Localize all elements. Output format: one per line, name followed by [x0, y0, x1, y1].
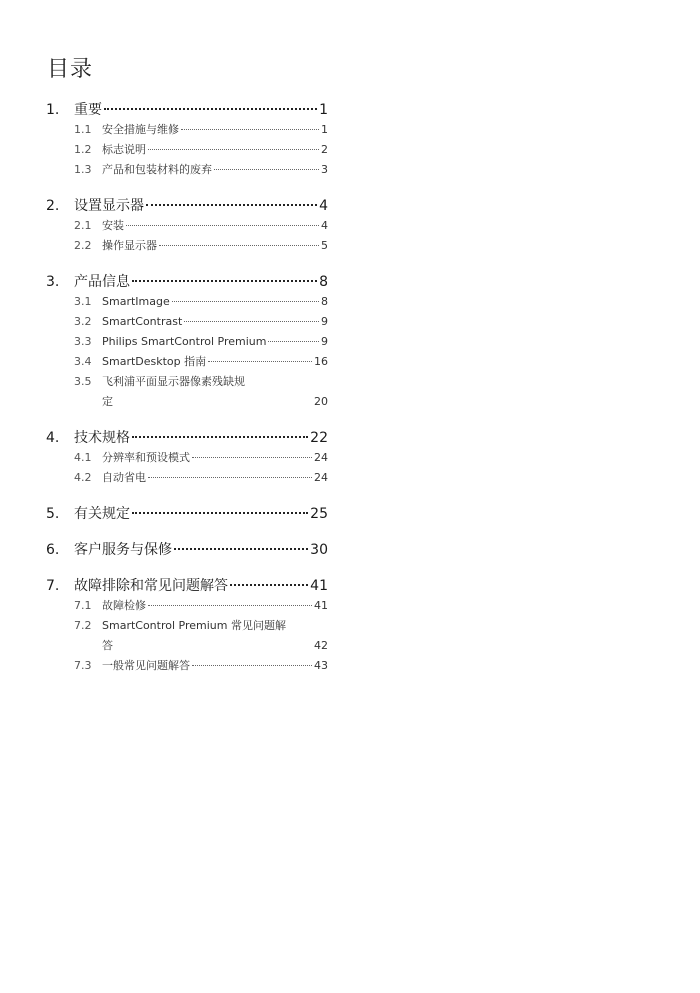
table-of-contents: [46, 100, 328, 692]
leader-dots: [132, 512, 308, 514]
entry-number: 2.: [46, 198, 60, 214]
subentry-number: 1.2: [74, 143, 92, 156]
toc-section: [46, 196, 328, 256]
entry-page: 8: [319, 274, 328, 290]
leader-dots: [230, 584, 308, 586]
entry-page: 1: [319, 102, 328, 118]
subentry-number: 2.2: [74, 239, 92, 252]
subentry-label: Philips SmartControl Premium: [102, 335, 267, 348]
subentry-page: 20: [314, 395, 328, 408]
entry-page: 22: [310, 430, 328, 446]
subentry-label: 安全措施与维修: [102, 123, 179, 136]
toc-subentry[interactable]: [46, 120, 328, 140]
subentry-page: 2: [321, 143, 328, 156]
entry-page: 25: [310, 506, 328, 522]
subentry-page: 43: [314, 659, 328, 672]
entry-page: 30: [310, 542, 328, 558]
subentry-page: 24: [314, 471, 328, 484]
subentry-label-cont: 答: [102, 639, 113, 652]
subentry-page: 8: [321, 295, 328, 308]
subentry-page: 5: [321, 239, 328, 252]
leader-dots: [132, 280, 317, 282]
leader-dots: [104, 108, 317, 110]
toc-subentry[interactable]: [46, 216, 328, 236]
subentry-label: 安装: [102, 219, 124, 232]
toc-section: [46, 272, 328, 412]
entry-number: 7.: [46, 578, 60, 594]
toc-section: [46, 504, 328, 524]
toc-entry[interactable]: [46, 196, 328, 216]
toc-subentry[interactable]: [46, 468, 328, 488]
toc-subentry[interactable]: [46, 448, 328, 468]
toc-subentry[interactable]: [46, 352, 328, 372]
subentry-page: 4: [321, 219, 328, 232]
toc-subentry[interactable]: [46, 312, 328, 332]
leader-dots: [132, 436, 308, 438]
toc-entry[interactable]: [46, 428, 328, 448]
toc-entry[interactable]: [46, 504, 328, 524]
toc-subentry[interactable]: [46, 656, 328, 676]
toc-subentry[interactable]: [46, 236, 328, 256]
subentry-number: 3.3: [74, 335, 92, 348]
subentry-number: 1.1: [74, 123, 92, 136]
entry-number: 1.: [46, 102, 60, 118]
leader-dots: [148, 605, 312, 606]
subentry-page: 16: [314, 355, 328, 368]
toc-subentry[interactable]: [46, 596, 328, 616]
subentry-number: 4.1: [74, 451, 92, 464]
subentry-label: SmartContrast: [102, 315, 183, 328]
subentry-label: 操作显示器: [102, 239, 157, 252]
entry-label: 技术规格: [74, 430, 130, 446]
leader-dots: [192, 665, 312, 666]
subentry-label: SmartImage: [102, 295, 170, 308]
toc-entry[interactable]: [46, 576, 328, 596]
entry-label: 设置显示器: [74, 198, 144, 214]
subentry-number: 3.5: [74, 375, 92, 388]
leader-dots: [148, 477, 312, 478]
subentry-number: 3.4: [74, 355, 92, 368]
subentry-number: 3.1: [74, 295, 92, 308]
subentry-label: 飞利浦平面显示器像素残缺规: [102, 375, 245, 388]
subentry-number: 2.1: [74, 219, 92, 232]
toc-subentry[interactable]: [46, 616, 328, 636]
subentry-label: 故障检修: [102, 599, 146, 612]
entry-label: 产品信息: [74, 274, 130, 290]
entry-number: 5.: [46, 506, 60, 522]
leader-dots: [192, 457, 312, 458]
entry-page: 4: [319, 198, 328, 214]
leader-dots: [126, 225, 319, 226]
subentry-page: 9: [321, 315, 328, 328]
subentry-label: SmartControl Premium 常见问题解: [102, 619, 286, 632]
toc-subentry[interactable]: [46, 292, 328, 312]
subentry-page: 41: [314, 599, 328, 612]
subentry-page: 1: [321, 123, 328, 136]
subentry-label: 自动省电: [102, 471, 146, 484]
toc-section: [46, 428, 328, 488]
toc-subentry[interactable]: [46, 160, 328, 180]
leader-dots: [181, 129, 319, 130]
subentry-label: 分辨率和预设模式: [102, 451, 190, 464]
leader-dots: [159, 245, 319, 246]
subentry-number: 1.3: [74, 163, 92, 176]
leader-dots: [148, 149, 319, 150]
toc-subentry[interactable]: [46, 140, 328, 160]
toc-subentry[interactable]: [46, 372, 328, 392]
toc-entry[interactable]: [46, 100, 328, 120]
leader-dots: [268, 341, 319, 342]
subentry-label-cont: 定: [102, 395, 113, 408]
toc-section: [46, 540, 328, 560]
leader-dots: [172, 301, 319, 302]
subentry-number: 4.2: [74, 471, 92, 484]
leader-dots: [208, 361, 312, 362]
subentry-page: 42: [314, 639, 328, 652]
subentry-number: 3.2: [74, 315, 92, 328]
entry-label: 故障排除和常见问题解答: [74, 578, 228, 594]
subentry-label: 标志说明: [102, 143, 146, 156]
entry-number: 4.: [46, 430, 60, 446]
entry-label: 重要: [74, 102, 102, 118]
toc-section: [46, 100, 328, 180]
toc-section: [46, 576, 328, 676]
entry-label: 有关规定: [74, 506, 130, 522]
leader-dots: [184, 321, 319, 322]
toc-subentry-continued[interactable]: [46, 392, 328, 412]
entry-number: 3.: [46, 274, 60, 290]
entry-number: 6.: [46, 542, 60, 558]
toc-subentry[interactable]: [46, 332, 328, 352]
entry-page: 41: [310, 578, 328, 594]
leader-dots: [174, 548, 308, 550]
entry-label: 客户服务与保修: [74, 542, 172, 558]
subentry-number: 7.1: [74, 599, 92, 612]
subentry-page: 3: [321, 163, 328, 176]
subentry-label: 一般常见问题解答: [102, 659, 190, 672]
subentry-label: 产品和包装材料的废弃: [102, 163, 212, 176]
subentry-page: 9: [321, 335, 328, 348]
toc-entry[interactable]: [46, 540, 328, 560]
leader-dots: [146, 204, 317, 206]
toc-entry[interactable]: [46, 272, 328, 292]
subentry-number: 7.3: [74, 659, 92, 672]
subentry-number: 7.2: [74, 619, 92, 632]
subentry-page: 24: [314, 451, 328, 464]
toc-subentry-continued[interactable]: [46, 636, 328, 656]
toc-title: 目录: [47, 57, 94, 82]
subentry-label: SmartDesktop 指南: [102, 355, 207, 368]
leader-dots: [214, 169, 319, 170]
